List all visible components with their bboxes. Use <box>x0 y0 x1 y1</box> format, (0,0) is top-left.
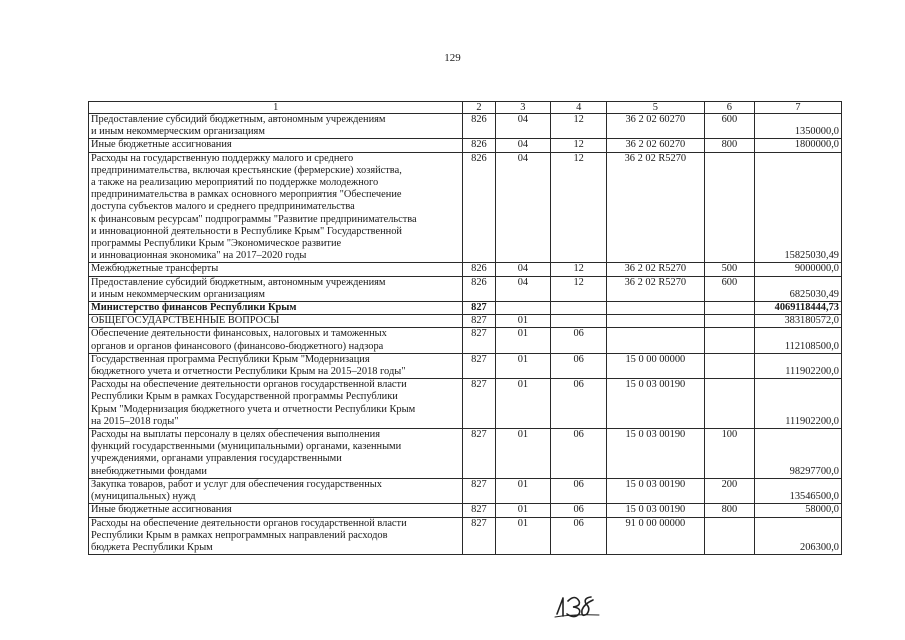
cell-rz: 04 <box>495 114 551 139</box>
cell-name <box>89 276 463 301</box>
cell-sum: 6825030,49 <box>755 276 842 301</box>
cell-vr: 500 <box>704 263 754 276</box>
cell-sum: 15825030,49 <box>755 152 842 263</box>
page-number: 129 <box>444 52 461 64</box>
cell-name-line: бюджета Республики Крым <box>91 541 213 553</box>
cell-sum: 13546500,0 <box>755 478 842 503</box>
cell-sum: 112108500,0 <box>755 328 842 353</box>
cell-vr <box>704 152 754 263</box>
cell-vr: 600 <box>704 114 754 139</box>
cell-sum: 58000,0 <box>755 504 842 517</box>
header-col-csr: 5 <box>607 102 705 114</box>
cell-csr <box>607 302 705 315</box>
cell-rz: 04 <box>495 152 551 263</box>
cell-ved: 826 <box>463 263 495 276</box>
cell-name-line: внебюджетными фондами <box>91 465 207 477</box>
cell-ved: 827 <box>463 315 495 328</box>
table-row <box>89 152 842 263</box>
table-row <box>89 517 842 555</box>
table-body <box>89 114 842 555</box>
cell-rz: 01 <box>495 517 551 555</box>
cell-name-line: и инновационной деятельности в Республике Крым" Государственной <box>91 225 402 237</box>
cell-pr: 06 <box>551 429 607 479</box>
cell-rz: 04 <box>495 263 551 276</box>
cell-csr: 15 0 03 00190 <box>607 478 705 503</box>
cell-rz: 04 <box>495 276 551 301</box>
cell-csr: 36 2 02 60270 <box>607 114 705 139</box>
cell-vr: 200 <box>704 478 754 503</box>
cell-pr: 06 <box>551 353 607 378</box>
header-col-pr: 4 <box>551 102 607 114</box>
cell-name-line: Крым "Модернизация бюджетного учета и отчетности Республики Крым <box>91 403 416 415</box>
cell-csr: 15 0 00 00000 <box>607 353 705 378</box>
cell-vr <box>704 517 754 555</box>
header-col-vr: 6 <box>704 102 754 114</box>
header-col-ved: 2 <box>463 102 495 114</box>
cell-name-line: программы Республики Крым "Экономическое развитие <box>91 238 342 250</box>
cell-ved: 827 <box>463 478 495 503</box>
cell-pr: 12 <box>551 152 607 263</box>
cell-sum: 383180572,0 <box>755 315 842 328</box>
table-row <box>89 379 842 429</box>
cell-rz: 01 <box>495 328 551 353</box>
cell-name <box>89 315 463 328</box>
cell-ved: 826 <box>463 276 495 301</box>
cell-name-line: Межбюджетные трансферты <box>91 263 219 275</box>
cell-name-line: Расходы на обеспечение деятельности органов государственной власти <box>91 517 407 529</box>
cell-ved: 827 <box>463 504 495 517</box>
cell-name-line: Государственная программа Республики Крым "Модернизация <box>91 353 370 365</box>
table-row <box>89 263 842 276</box>
cell-rz: 04 <box>495 139 551 152</box>
cell-name <box>89 139 463 152</box>
table-row <box>89 478 842 503</box>
table-row <box>89 139 842 152</box>
cell-rz: 01 <box>495 478 551 503</box>
cell-sum: 98297700,0 <box>755 429 842 479</box>
cell-name-line: Республики Крым в рамках Государственной программы Республики <box>91 391 398 403</box>
table-header-row <box>89 102 842 114</box>
cell-name-line: учреждениями, органами управления государственными <box>91 453 342 465</box>
cell-ved: 826 <box>463 139 495 152</box>
budget-table <box>88 101 842 555</box>
table-row <box>89 504 842 517</box>
cell-name <box>89 302 463 315</box>
cell-name-line: бюджетного учета и отчетности Республики Крым на 2015–2018 годы" <box>91 366 406 378</box>
cell-name-line: и иным некоммерческим организациям <box>91 288 265 300</box>
cell-vr: 800 <box>704 139 754 152</box>
cell-vr: 600 <box>704 276 754 301</box>
cell-vr <box>704 302 754 315</box>
cell-name-line: Расходы на выплаты персоналу в целях обеспечения выполнения <box>91 429 380 441</box>
cell-name-line: ОБЩЕГОСУДАРСТВЕННЫЕ ВОПРОСЫ <box>91 315 280 327</box>
table-row <box>89 328 842 353</box>
cell-rz: 01 <box>495 379 551 429</box>
table-row <box>89 302 842 315</box>
cell-name <box>89 504 463 517</box>
cell-name-line: Расходы на обеспечение деятельности органов государственной власти <box>91 379 407 391</box>
cell-pr: 06 <box>551 504 607 517</box>
cell-ved: 827 <box>463 379 495 429</box>
cell-rz: 01 <box>495 353 551 378</box>
cell-name-line: Иные бюджетные ассигнования <box>91 504 232 516</box>
cell-pr: 12 <box>551 139 607 152</box>
cell-name-line: Закупка товаров, работ и услуг для обеспечения государственных <box>91 478 382 490</box>
cell-pr <box>551 302 607 315</box>
cell-rz: 01 <box>495 429 551 479</box>
cell-name <box>89 429 463 479</box>
cell-pr: 06 <box>551 379 607 429</box>
cell-csr <box>607 328 705 353</box>
cell-pr: 06 <box>551 478 607 503</box>
cell-name-line: Иные бюджетные ассигнования <box>91 139 232 151</box>
cell-csr: 15 0 03 00190 <box>607 429 705 479</box>
header-col-sum: 7 <box>755 102 842 114</box>
cell-pr: 06 <box>551 517 607 555</box>
cell-ved: 826 <box>463 152 495 263</box>
cell-name <box>89 353 463 378</box>
cell-name-line: (муниципальных) нужд <box>91 491 196 503</box>
cell-csr: 36 2 02 R5270 <box>607 276 705 301</box>
cell-csr: 36 2 02 R5270 <box>607 263 705 276</box>
cell-name <box>89 517 463 555</box>
cell-name-line: Расходы на государственную поддержку малого и среднего <box>91 152 354 164</box>
cell-name <box>89 114 463 139</box>
cell-sum: 1800000,0 <box>755 139 842 152</box>
cell-rz: 01 <box>495 504 551 517</box>
cell-sum: 111902200,0 <box>755 379 842 429</box>
cell-pr: 12 <box>551 276 607 301</box>
cell-sum: 4069118444,73 <box>755 302 842 315</box>
cell-vr <box>704 315 754 328</box>
header-col-name: 1 <box>89 102 463 114</box>
cell-name-line: Республики Крым в рамках непрограммных направлений расходов <box>91 529 388 541</box>
cell-name-line: предпринимательства, включая крестьянские (фермерские) хозяйства, <box>91 164 402 176</box>
cell-name-line: доступа субъектов малого и среднего предпринимательства <box>91 201 355 213</box>
cell-vr <box>704 328 754 353</box>
cell-name <box>89 379 463 429</box>
cell-rz: 01 <box>495 315 551 328</box>
table-row <box>89 114 842 139</box>
cell-pr: 12 <box>551 263 607 276</box>
cell-csr: 15 0 03 00190 <box>607 379 705 429</box>
cell-ved: 827 <box>463 517 495 555</box>
header-col-rz: 3 <box>495 102 551 114</box>
cell-csr: 15 0 03 00190 <box>607 504 705 517</box>
cell-name-line: Обеспечение деятельности финансовых, налоговых и таможенных <box>91 328 387 340</box>
cell-name-line: предпринимательства в рамках основного мероприятия "Обеспечение <box>91 189 402 201</box>
cell-sum: 206300,0 <box>755 517 842 555</box>
cell-vr <box>704 353 754 378</box>
cell-rz <box>495 302 551 315</box>
cell-name-line: Предоставление субсидий бюджетным, автономным учреждениям <box>91 114 386 125</box>
cell-name-line: к финансовым ресурсам" подпрограммы "Развитие предпринимательства <box>91 213 417 225</box>
cell-pr: 12 <box>551 114 607 139</box>
cell-vr <box>704 379 754 429</box>
cell-ved: 826 <box>463 114 495 139</box>
table-row <box>89 353 842 378</box>
cell-name-line: и инновационная экономика" на 2017–2020 годы <box>91 250 307 262</box>
cell-name-line: функций государственными (муниципальными) органами, казенными <box>91 441 402 453</box>
cell-name-line: Министерство финансов Республики Крым <box>91 302 297 314</box>
cell-sum: 1350000,0 <box>755 114 842 139</box>
cell-name <box>89 478 463 503</box>
cell-vr: 100 <box>704 429 754 479</box>
cell-name <box>89 152 463 263</box>
cell-name <box>89 263 463 276</box>
table-row <box>89 429 842 479</box>
cell-name-line: и иным некоммерческим организациям <box>91 126 265 138</box>
cell-ved: 827 <box>463 353 495 378</box>
cell-csr <box>607 315 705 328</box>
cell-name-line: на 2015–2018 годы" <box>91 415 179 427</box>
cell-ved: 827 <box>463 429 495 479</box>
cell-pr: 06 <box>551 328 607 353</box>
cell-ved: 827 <box>463 302 495 315</box>
table-row <box>89 315 842 328</box>
cell-name-line: Предоставление субсидий бюджетным, автономным учреждениям <box>91 276 386 288</box>
cell-csr: 91 0 00 00000 <box>607 517 705 555</box>
cell-name-line: органов и органов финансового (финансово-бюджетного) надзора <box>91 340 384 352</box>
cell-ved: 827 <box>463 328 495 353</box>
cell-csr: 36 2 02 60270 <box>607 139 705 152</box>
cell-vr: 800 <box>704 504 754 517</box>
cell-csr: 36 2 02 R5270 <box>607 152 705 263</box>
cell-pr <box>551 315 607 328</box>
cell-sum: 111902200,0 <box>755 353 842 378</box>
cell-sum: 9000000,0 <box>755 263 842 276</box>
cell-name-line: а также на реализацию мероприятий по поддержке молодежного <box>91 177 379 189</box>
handwritten-page-number <box>553 592 601 618</box>
cell-name <box>89 328 463 353</box>
table-row <box>89 276 842 301</box>
